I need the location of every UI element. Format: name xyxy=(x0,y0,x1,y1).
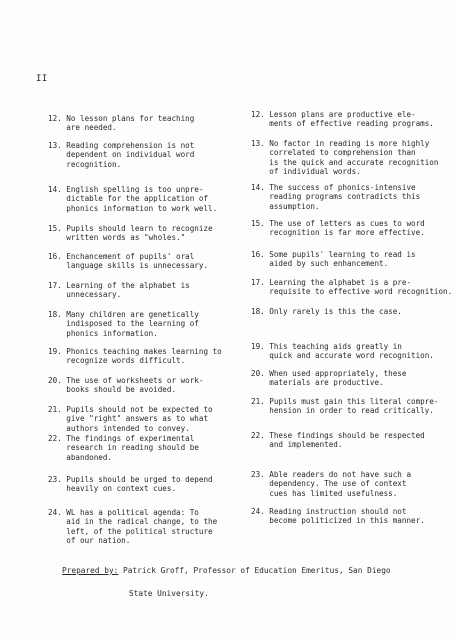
right-item-12: 12. Lesson plans are productive ele- ments of effective reading programs. xyxy=(251,110,434,129)
left-item-18: 18. Many children are genetically indisposed to the learning of phonics information. xyxy=(48,310,199,338)
left-item-15: 15. Pupils should learn to recognize written words as "wholes." xyxy=(48,224,213,243)
right-item-24: 24. Reading instruction should not become politicized in this manner. xyxy=(251,507,425,526)
right-item-14: 14. The success of phonics-intensive reading programs contradicts this assumption. xyxy=(251,183,421,211)
left-item-17: 17. Learning of the alphabet is unnecessary. xyxy=(48,281,190,300)
right-item-23: 23. Able readers do not have such a dependency. The use of context cues has limited usefulness. xyxy=(251,470,412,498)
left-item-12: 12. No lesson plans for teaching are needed. xyxy=(48,114,195,133)
right-item-22: 22. These findings should be respected and implemented. xyxy=(251,431,425,450)
left-item-24: 24. WL has a political agenda: To aid in the radical change, to the left, of the political structure of our nation. xyxy=(48,508,218,546)
left-item-22: 22. The findings of experimental research in reading should be abandoned. xyxy=(48,434,199,462)
left-item-20: 20. The use of worksheets or work- books should be avoided. xyxy=(48,376,204,395)
page-number: II xyxy=(36,74,48,84)
right-item-18: 18. Only rarely is this the case. xyxy=(251,307,402,316)
left-item-23: 23. Pupils should be urged to depend heavily on context cues. xyxy=(48,475,213,494)
right-item-13: 13. No factor in reading is more highly correlated to comprehension than is the quick and accurate recognition of individual words. xyxy=(251,139,439,177)
left-item-16: 16. Enchancement of pupils' oral language skills is unnecessary. xyxy=(48,252,209,271)
right-item-16: 16. Some pupils' learning to read is aided by such enhancement. xyxy=(251,250,416,269)
right-item-21: 21. Pupils must gain this literal compre- hension in order to read critically. xyxy=(251,397,439,416)
right-item-19: 19. This teaching aids greatly in quick and accurate word recognition. xyxy=(251,342,434,361)
credit-line xyxy=(62,566,391,576)
left-item-19: 19. Phonics teaching makes learning to recognize words difficult. xyxy=(48,347,222,366)
credit-label: Prepared by: xyxy=(62,566,119,575)
right-item-20: 20. When used appropriately, these materials are productive. xyxy=(251,369,407,388)
credit-text: Patrick Groff, Professor of Education Emeritus, San Diego xyxy=(118,566,391,575)
left-item-14: 14. English spelling is too unpre- dictable for the application of phonics information to work well. xyxy=(48,185,218,213)
left-item-21: 21. Pupils should not be expected to give "right" answers as to what authors intended to convey. xyxy=(48,405,213,433)
credit-line-2: State University. xyxy=(129,589,209,598)
right-item-17: 17. Learning the alphabet is a pre- requisite to effective word recognition. xyxy=(251,278,453,297)
right-item-15: 15. The use of letters as cues to word recognition is far more effective. xyxy=(251,219,425,238)
left-item-13: 13. Reading comprehension is not dependent on individual word recognition. xyxy=(48,141,195,169)
